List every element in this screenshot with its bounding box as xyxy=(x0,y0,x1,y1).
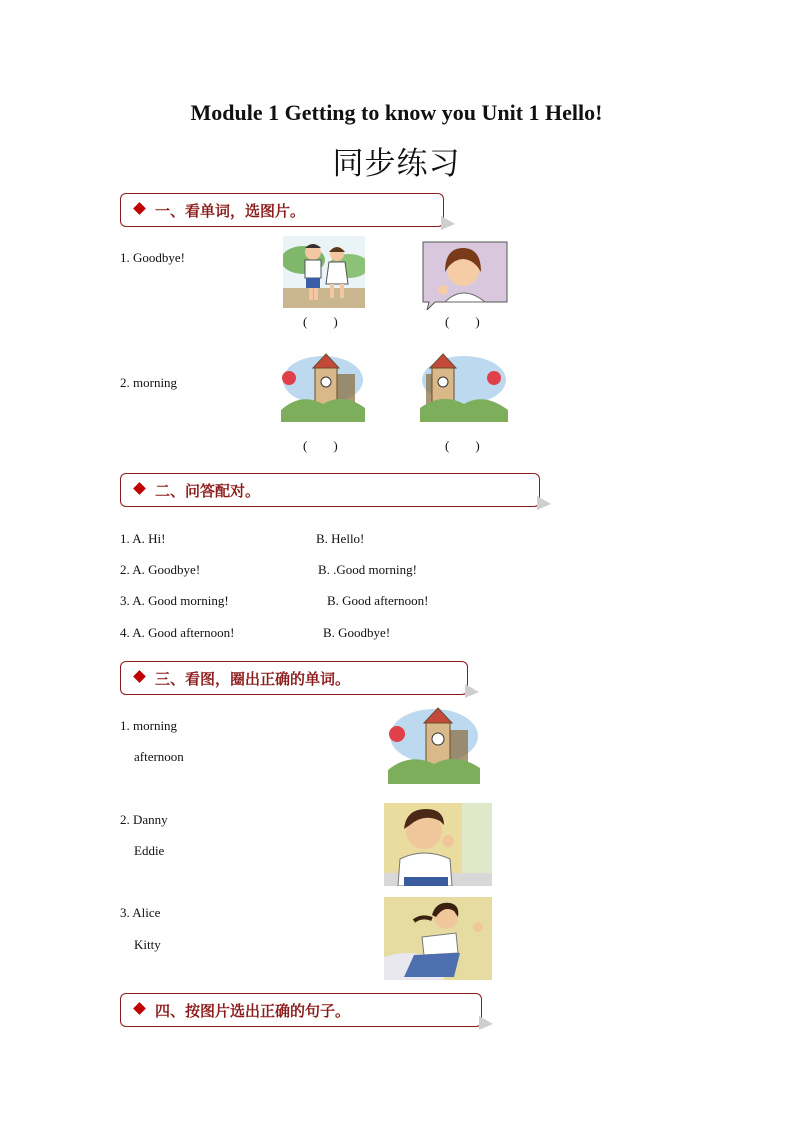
diamond-icon xyxy=(133,1002,146,1015)
word-choice[interactable]: 1. morning xyxy=(120,718,178,733)
section-label: 四、按图片选出正确的句子。 xyxy=(155,1002,351,1020)
section-label: 二、问答配对。 xyxy=(155,482,261,500)
answer-blank[interactable]: ( ) xyxy=(445,314,480,329)
part1-word-2: 2. morning xyxy=(120,375,178,390)
option-b: B. Goodbye! xyxy=(323,625,391,640)
word-choice[interactable]: Kitty xyxy=(134,937,161,952)
clock-tower-sun-right-picture xyxy=(420,352,508,422)
option-b: B. .Good morning! xyxy=(318,562,417,577)
section-shadow xyxy=(465,684,479,698)
section-label: 三、看图，圈出正确的单词。 xyxy=(155,670,351,688)
kids-waving-picture xyxy=(283,236,365,308)
boy-picture xyxy=(384,803,492,886)
page-title: Module 1 Getting to know you Unit 1 Hello! xyxy=(190,100,603,125)
option-a: 4. A. Good afternoon! xyxy=(120,625,235,640)
word-choice[interactable]: afternoon xyxy=(134,749,184,764)
section-shadow xyxy=(441,216,455,230)
girl-picture xyxy=(384,897,492,980)
section-label: 一、看单词，选图片。 xyxy=(155,202,306,220)
section-header-2 xyxy=(120,473,540,507)
answer-blank[interactable]: ( ) xyxy=(303,438,338,453)
clock-tower-picture xyxy=(388,706,480,784)
section-shadow xyxy=(537,496,551,510)
girl-phone-picture xyxy=(421,240,509,310)
diamond-icon xyxy=(133,202,146,215)
clock-tower-sun-left-picture xyxy=(281,352,365,422)
diamond-icon xyxy=(133,482,146,495)
section-header-1 xyxy=(120,193,444,227)
word-choice[interactable]: Eddie xyxy=(134,843,165,858)
option-a: 3. A. Good morning! xyxy=(120,593,229,608)
option-b: B. Good afternoon! xyxy=(327,593,429,608)
diamond-icon xyxy=(133,670,146,683)
option-b: B. Hello! xyxy=(316,531,365,546)
option-a: 1. A. Hi! xyxy=(120,531,166,546)
page-subtitle: 同步练习 xyxy=(332,146,461,182)
answer-blank[interactable]: ( ) xyxy=(445,438,480,453)
section-header-4 xyxy=(120,993,482,1027)
word-choice[interactable]: 3. Alice xyxy=(120,905,161,920)
answer-blank[interactable]: ( ) xyxy=(303,314,338,329)
option-a: 2. A. Goodbye! xyxy=(120,562,201,577)
part1-word-1: 1. Goodbye! xyxy=(120,250,185,265)
word-choice[interactable]: 2. Danny xyxy=(120,812,168,827)
section-shadow xyxy=(479,1016,493,1030)
section-header-3 xyxy=(120,661,468,695)
